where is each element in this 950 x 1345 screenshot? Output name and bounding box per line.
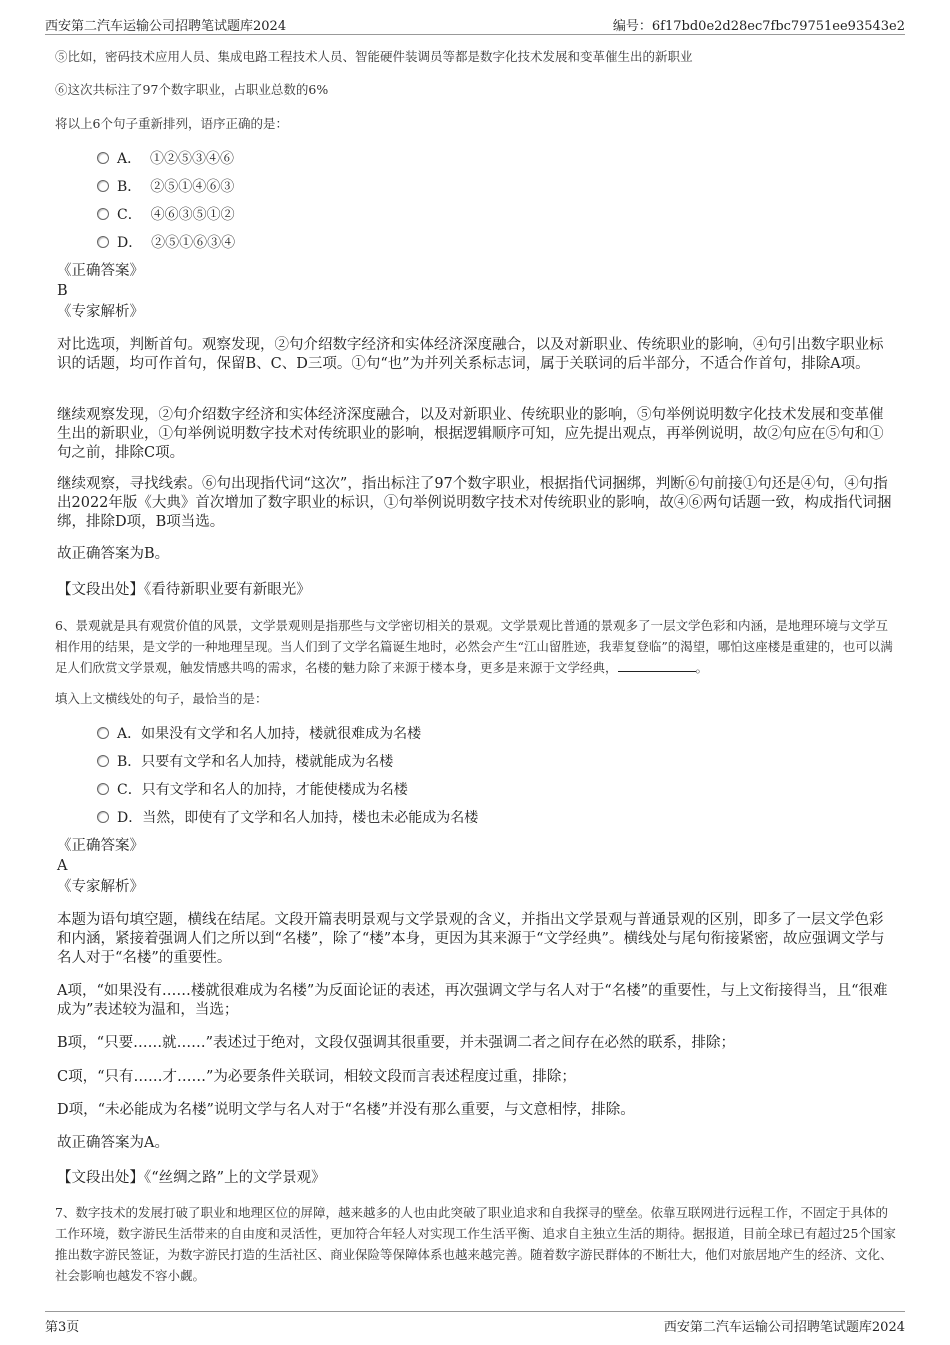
option-letter: D．: [117, 810, 143, 826]
q6-analysis-label: 《专家解析》: [57, 879, 144, 895]
q5-source: 【文段出处】《看待新职业要有新眼光》: [57, 582, 311, 598]
q6-blank: [618, 659, 696, 672]
option-letter: D．: [117, 235, 143, 251]
q5-option-d[interactable]: [97, 233, 235, 253]
option-text: ②⑤①⑥③④: [151, 235, 236, 251]
header-title: 西安第二汽车运输公司招聘笔试题库2024: [45, 19, 287, 34]
radio-icon[interactable]: [97, 727, 109, 739]
q6-analysis-p5: D项，“未必能成为名楼”说明文学与名人对于“名楼”并没有那么重要，与文意相悖，排除。: [57, 1102, 635, 1118]
header-doc-id: 编号：6f17bd0e2d28ec7fbc79751ee93543e2: [612, 19, 905, 34]
q6-option-b[interactable]: [97, 752, 393, 772]
option-letter: A．: [117, 151, 142, 167]
q6-answer-label: 《正确答案》: [57, 838, 144, 854]
q6-stem: [55, 615, 900, 678]
q6-analysis-p1: 本题为语句填空题，横线在结尾。文段开篇表明景观与文学景观的含义，并指出文学景观与普通景观的区别，即多了一层文学色彩和内涵，紧接着强调人们之所以到“名楼”，除了“楼”本身，更因为其来源于“文学经典”。横线处与尾句衔接紧密，故应强调文学与名人对于“名楼”的重要性。: [57, 912, 885, 966]
radio-icon[interactable]: [97, 755, 109, 767]
q5-answer-value: B: [57, 283, 68, 299]
option-letter: C．: [117, 782, 142, 798]
q6-analysis-p6: 故正确答案为A。: [57, 1135, 169, 1151]
radio-icon[interactable]: [97, 236, 109, 248]
q6-analysis-p2: A项，“如果没有……楼就很难成为名楼”为反面论证的表述，再次强调文学与名人对于“名楼”的重要性，与上文衔接得当，且“很难成为”表述较为温和，当选；: [57, 983, 888, 1018]
radio-icon[interactable]: [97, 811, 109, 823]
q6-option-a[interactable]: [97, 724, 421, 744]
q5-option-b[interactable]: [97, 177, 234, 197]
radio-icon[interactable]: [97, 152, 109, 164]
q5-answer-label: 《正确答案》: [57, 263, 144, 279]
q5-analysis-p2: 继续观察发现，②句介绍数字经济和实体经济深度融合，以及对新职业、传统职业的影响，⑤句举例说明数字化技术发展和变革催生出的新职业，①句举例说明数字技术对传统职业的影响，根据逻辑顺序可知，应先提出观点，再举例说明，故②句应在⑤句和①句之前，排除C项。: [57, 407, 884, 461]
page-footer: [45, 1311, 905, 1336]
q7-stem: 7、数字技术的发展打破了职业和地理区位的屏障，越来越多的人也由此突破了职业追求和自我探寻的壁垒。依靠互联网进行远程工作，不固定于具体的工作环境，数字游民生活带来的自由度和灵活性，更加符合年轻人对实现工作生活平衡、追求自主独立生活的期待。据报道，目前全球已有超过25个国家推出数字游民签证，为数字游民打造的生活社区、商业保险等保障体系也越来越完善。随着数字游民群体的不断壮大，他们对旅居地产生的经济、文化、社会影响也越发不容小觑。: [55, 1205, 896, 1283]
q5-analysis-p3: 继续观察，寻找线索。⑥句出现指代词“这次”，指出标注了97个数字职业，根据指代词捆绑，判断⑥句前接①句还是④句，④句指出2022年版《大典》首次增加了数字职业的标识，①句举例说明数字技术对传统职业的影响，故④⑥两句话题一致，构成指代词捆绑，排除D项，B项当选。: [57, 476, 892, 530]
q5-sentence-5: ⑤比如，密码技术应用人员、集成电路工程技术人员、智能硬件装调员等都是数字化技术发展和变革催生出的新职业: [55, 49, 693, 64]
option-letter: B．: [117, 179, 142, 195]
option-text: 只有文学和名人的加持，才能使楼成为名楼: [141, 782, 408, 798]
option-text: ④⑥③⑤①②: [150, 207, 235, 223]
page-header: [45, 14, 905, 35]
radio-icon[interactable]: [97, 208, 109, 220]
option-text: ②⑤①④⑥③: [150, 179, 235, 195]
q6-stem-end: 。: [695, 660, 709, 675]
q6-source: 【文段出处】《“丝绸之路”上的文学景观》: [57, 1170, 326, 1186]
q5-analysis-p1: 对比选项，判断首句。观察发现，②句介绍数字经济和实体经济深度融合，以及对新职业、传统职业的影响，④句引出数字职业标识的话题，均可作首句，保留B、C、D三项。①句“也”为并列关系标志词，属于关联词的后半部分，不适合作首句，排除A项。: [57, 337, 884, 372]
option-text: ①②⑤③④⑥: [150, 151, 235, 167]
q6-prompt: 填入上文横线处的句子，最恰当的是：: [55, 691, 268, 706]
radio-icon[interactable]: [97, 180, 109, 192]
page-number: 第3页: [45, 1320, 80, 1335]
q6-analysis-p3: B项，“只要……就……”表述过于绝对，文段仅强调其很重要，并未强调二者之间存在必然的联系，排除；: [57, 1035, 735, 1051]
radio-icon[interactable]: [97, 783, 109, 795]
q5-option-c[interactable]: [97, 205, 235, 225]
q6-analysis-p4: C项，“只有……才……”为必要条件关联词，相较文段而言表述程度过重，排除；: [57, 1069, 576, 1085]
q5-option-a[interactable]: [97, 149, 234, 169]
option-letter: C．: [117, 207, 142, 223]
footer-title: 西安第二汽车运输公司招聘笔试题库2024: [663, 1320, 905, 1335]
option-letter: A．: [117, 726, 142, 742]
q5-analysis-label: 《专家解析》: [57, 304, 144, 320]
q6-stem-text: 6、景观就是具有观赏价值的风景，文学景观则是指那些与文学密切相关的景观。文学景观比普通的景观多了一层文学色彩和内涵，是地理环境与文学互相作用的结果，是文学的一种地理呈现。当人们到了文学名篇诞生地时，必然会产生“江山留胜迹，我辈复登临”的渴望，哪怕这座楼是重建的，也可以满足人们欣赏文学景观，触发情感共鸣的需求，名楼的魅力除了来源于楼本身，更多是来源于文学经典，: [55, 618, 893, 675]
q5-sentence-6: ⑥这次共标注了97个数字职业，占职业总数的6%: [55, 82, 329, 97]
q5-analysis-p4: 故正确答案为B。: [57, 546, 170, 562]
option-text: 如果没有文学和名人加持，楼就很难成为名楼: [141, 726, 422, 742]
option-letter: B．: [117, 754, 142, 770]
q6-option-d[interactable]: [97, 808, 478, 828]
option-text: 只要有文学和名人加持，楼就能成为名楼: [141, 754, 394, 770]
q5-prompt: 将以上6个句子重新排列，语序正确的是：: [55, 116, 288, 131]
q6-answer-value: A: [57, 858, 68, 874]
option-text: 当然，即使有了文学和名人加持，楼也未必能成为名楼: [142, 810, 479, 826]
q6-option-c[interactable]: [97, 780, 408, 800]
